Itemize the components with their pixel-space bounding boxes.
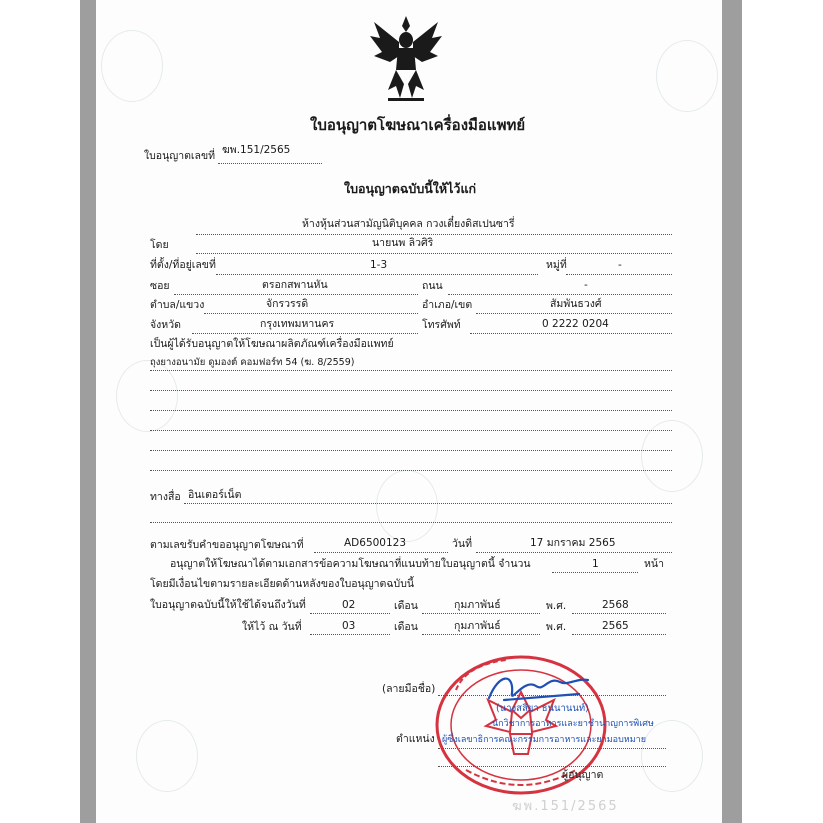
valid-day: 02: [342, 599, 356, 611]
dotted-line: [470, 333, 672, 334]
left-viewer-margin: [80, 0, 96, 823]
signer-position-line-2: ผู้ซึ่งเลขาธิการคณะกรรมการอาหารและยามอบหมาย: [442, 735, 646, 745]
issued-year-label: พ.ศ.: [546, 621, 567, 633]
dotted-line: [150, 430, 672, 431]
signer-position-line-1: นักวิชาการอาหารและยาชำนาญการพิเศษ: [492, 719, 654, 729]
road-value: -: [584, 279, 588, 291]
dotted-line: [552, 572, 638, 573]
dotted-line: [204, 313, 418, 314]
licensor-label: ผู้อนุญาต: [562, 769, 604, 781]
permit-number-label: ใบอนุญาตเลขที่: [144, 150, 216, 162]
product-description: ถุงยางอนามัย ดูมองต์ คอมฟอร์ท 54 (ฆ. 8/2559): [150, 357, 355, 368]
permit-document: [96, 0, 722, 823]
watermark-circle: [656, 40, 718, 112]
dotted-line: [566, 274, 672, 275]
address-number: 1-3: [370, 259, 388, 271]
permission-statement: เป็นผู้ได้รับอนุญาตให้โฆษณาผลิตภัณฑ์เครื่องมือแพทย์: [150, 338, 394, 350]
dotted-line: [184, 503, 672, 504]
phone-label: โทรศัพท์: [422, 319, 461, 331]
dotted-line: [196, 234, 672, 235]
soi-label: ซอย: [150, 280, 170, 292]
conditions-statement: โดยมีเงื่อนไขตามรายละเอียดด้านหลังของใบอนุญาตฉบับนี้: [150, 578, 415, 590]
dotted-line: [150, 390, 672, 391]
channel-label: ทางสื่อ: [150, 491, 181, 503]
moo-label: หมู่ที่: [546, 259, 567, 271]
dotted-line: [196, 253, 672, 254]
dotted-line: [150, 450, 672, 451]
issued-month: กุมภาพันธ์: [454, 620, 501, 632]
issued-day: 03: [342, 620, 356, 632]
document-title: ใบอนุญาตโฆษณาเครื่องมือแพทย์: [310, 116, 526, 134]
watermark-circle: [136, 720, 198, 792]
dotted-line: [438, 766, 666, 767]
request-number-value: AD6500123: [344, 537, 407, 549]
address-label: ที่ตั้ง/ที่อยู่เลขที่: [150, 259, 216, 271]
request-date-value: 17 มกราคม 2565: [530, 537, 616, 549]
dotted-line: [216, 274, 538, 275]
dotted-line: [150, 370, 672, 371]
dotted-line: [438, 748, 666, 749]
dotted-line: [150, 410, 672, 411]
district-value: สัมพันธวงศ์: [550, 298, 602, 310]
dotted-line: [150, 470, 672, 471]
right-viewer-margin: [722, 0, 742, 823]
district-label: อำเภอ/เขต: [422, 299, 473, 311]
signature-icon: [484, 668, 594, 708]
signature-label: (ลายมือชื่อ): [382, 683, 436, 695]
position-label: ตำแหน่ง: [396, 733, 435, 745]
issued-to-heading: ใบอนุญาตฉบับนี้ให้ไว้แก่: [344, 181, 477, 196]
province-value: กรุงเทพมหานคร: [260, 318, 335, 330]
dotted-line: [314, 552, 448, 553]
valid-month: กุมภาพันธ์: [454, 599, 501, 611]
road-label: ถนน: [422, 280, 443, 292]
valid-until-label: ใบอนุญาตฉบับนี้ให้ใช้ได้จนถึงวันที่: [150, 599, 306, 611]
phone-value: 0 2222 0204: [542, 318, 609, 330]
dotted-line: [476, 552, 672, 553]
attachment-count: 1: [592, 558, 599, 570]
dotted-line: [218, 163, 322, 164]
issued-at-label: ให้ไว้ ณ วันที่: [242, 621, 302, 633]
dotted-line: [310, 613, 390, 614]
valid-year: 2568: [602, 599, 629, 611]
bottom-bleed-through-stamp: ฆพ.151/2565: [512, 799, 619, 814]
by-name: นายนพ ลิวศิริ: [372, 237, 434, 249]
watermark-circle: [101, 30, 163, 102]
watermark-circle: [641, 720, 703, 792]
signer-name: (นางสลิยา ธนนานนท์): [496, 703, 589, 714]
dotted-line: [438, 695, 666, 696]
subdistrict-label: ตำบล/แขวง: [150, 299, 205, 311]
valid-month-label: เดือน: [394, 600, 418, 612]
valid-year-label: พ.ศ.: [546, 600, 567, 612]
dotted-line: [422, 634, 540, 635]
channel-value: อินเตอร์เน็ต: [188, 489, 242, 501]
dotted-line: [150, 522, 672, 523]
request-date-label: วันที่: [452, 538, 472, 550]
dotted-line: [422, 613, 540, 614]
issued-month-label: เดือน: [394, 621, 418, 633]
permit-number-value: ฆพ.151/2565: [222, 144, 291, 156]
page-unit: หน้า: [644, 558, 664, 570]
dotted-line: [572, 613, 666, 614]
dotted-line: [448, 294, 672, 295]
dotted-line: [192, 333, 418, 334]
province-label: จังหวัด: [150, 319, 181, 331]
request-number-label: ตามเลขรับคำขออนุญาตโฆษณาที่: [150, 539, 304, 551]
dotted-line: [572, 634, 666, 635]
dotted-line: [310, 634, 390, 635]
dotted-line: [174, 294, 418, 295]
soi-value: ตรอกสพานหัน: [262, 279, 328, 291]
dotted-line: [476, 313, 672, 314]
issued-year: 2565: [602, 620, 629, 632]
company-name: ห้างหุ้นส่วนสามัญนิติบุคคล กวงเตี๋ยงดิสเปนซารี่: [302, 218, 515, 230]
by-label: โดย: [150, 239, 169, 251]
attachment-statement: อนุญาตให้โฆษณาได้ตามเอกสารข้อความโฆษณาที่แนบท้ายใบอนุญาตนี้ จำนวน: [170, 558, 531, 570]
moo-value: -: [618, 259, 622, 271]
watermark-circle: [376, 470, 438, 542]
subdistrict-value: จักรวรรดิ: [266, 298, 309, 310]
garuda-emblem-icon: [366, 12, 446, 104]
